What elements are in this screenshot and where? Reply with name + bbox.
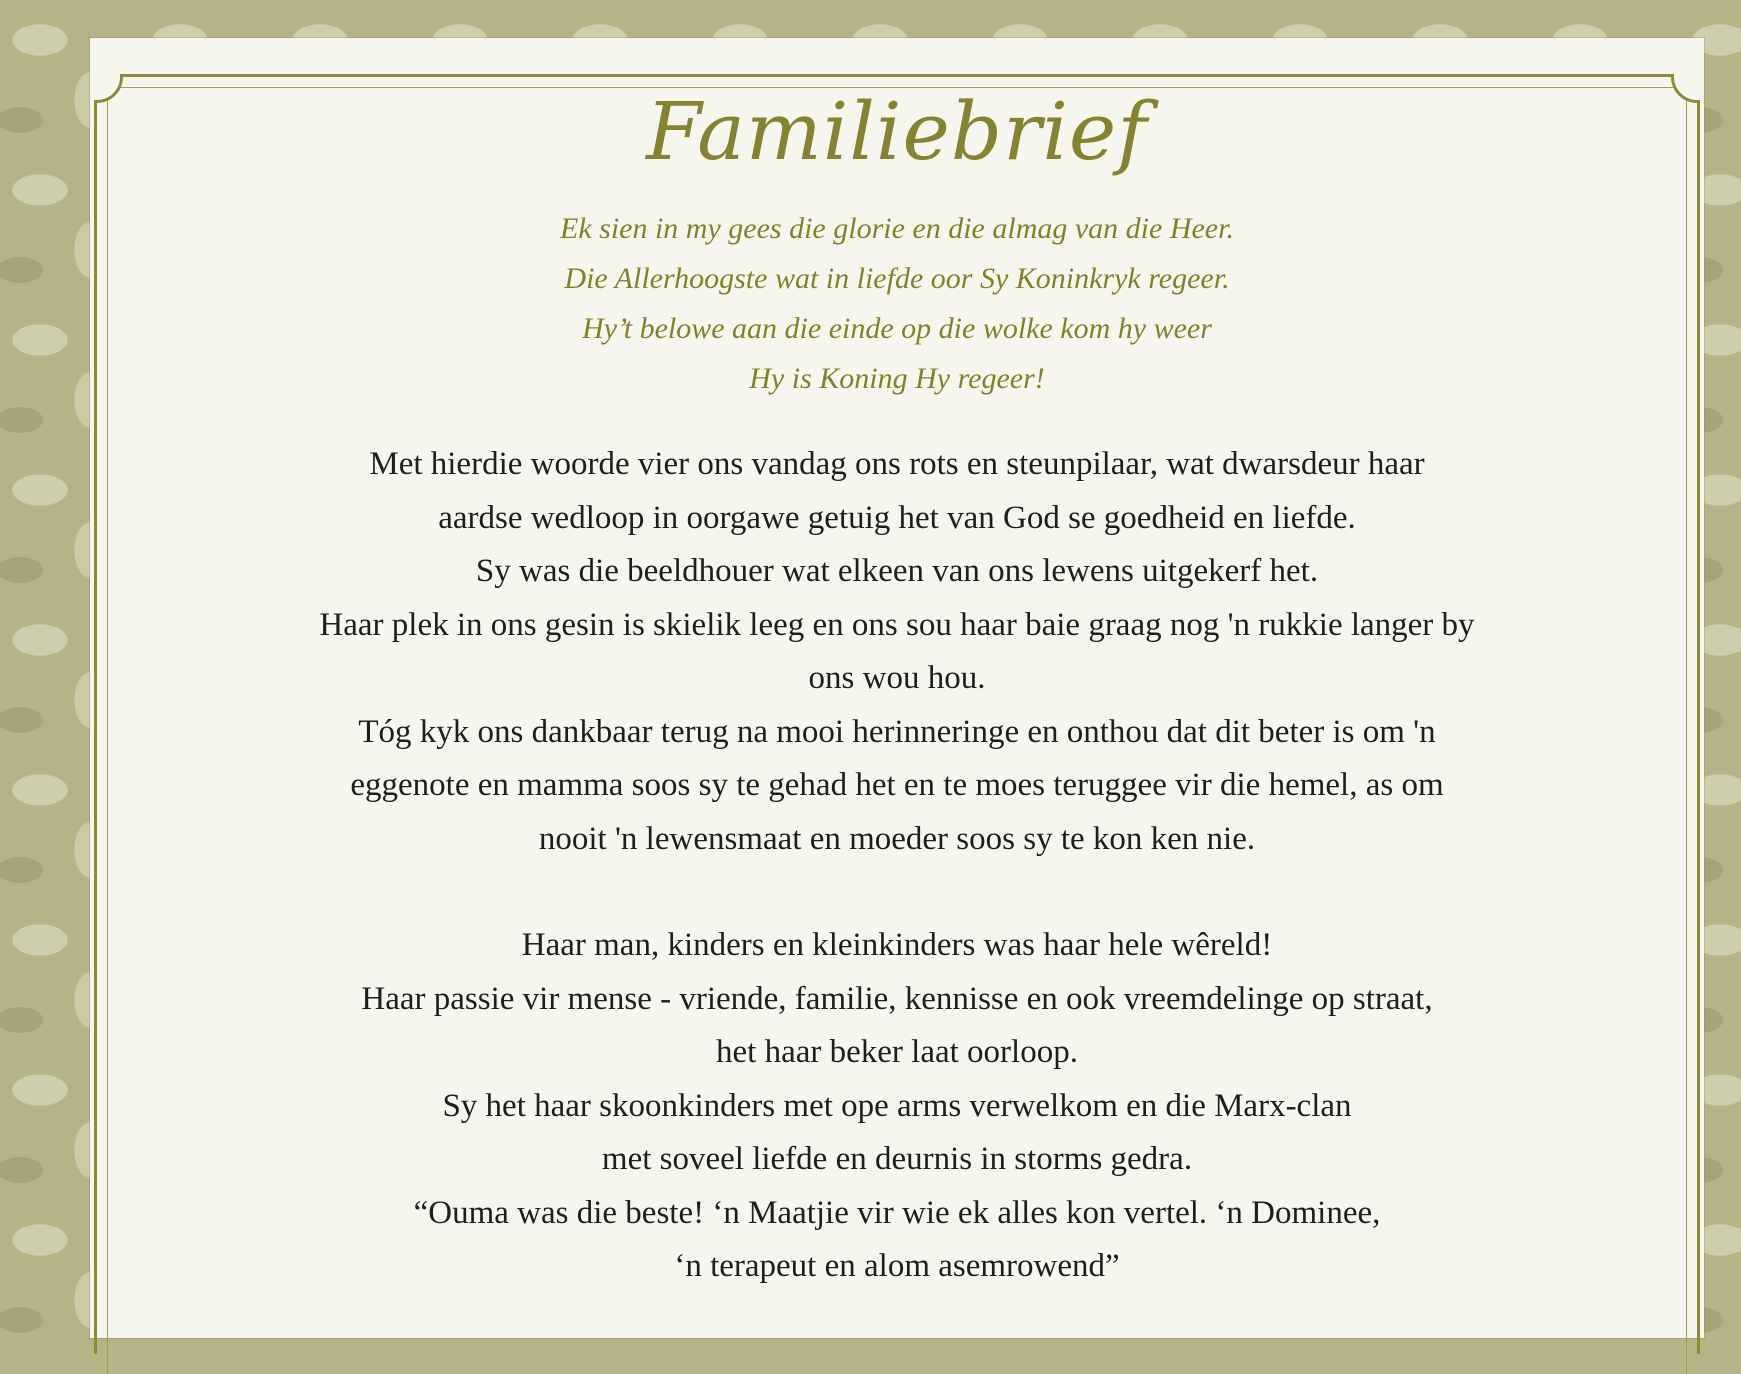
verse-line: Die Allerhoogste wat in liefde oor Sy Koninkryk regeer.: [564, 262, 1230, 295]
body-line: Haar passie vir mense - vriende, familie, kennisse en ook vreemdelinge op straat,: [361, 980, 1433, 1017]
verse-line: Hy’t belowe aan die einde op die wolke kom hy weer: [582, 312, 1212, 345]
body-line: Haar man, kinders en kleinkinders was haar hele wêreld!: [521, 927, 1273, 963]
page-title: Familiebrief: [646, 85, 1148, 178]
body-line: Tóg kyk ons dankbaar terug na mooi herinneringe en onthou dat dit beter is om 'n: [358, 713, 1436, 750]
body-line: Sy het haar skoonkinders met ope arms verwelkom en die Marx-clan: [442, 1087, 1352, 1124]
letter-content: [90, 38, 1704, 1294]
body-line: met soveel liefde en deurnis in storms gedra.: [601, 1141, 1193, 1177]
body-line: “Ouma was die beste! ‘n Maatjie vir wie ek alles kon vertel. ‘n Dominee,: [413, 1194, 1381, 1231]
body-line: ons wou hou.: [808, 660, 986, 696]
body-line: ‘n terapeut en alom asemrowend”: [674, 1248, 1120, 1284]
body-line: aardse wedloop in oorgawe getuig het van God se goedheid en liefde.: [438, 499, 1356, 536]
body-line: eggenote en mamma soos sy te gehad het en te moes teruggee vir die hemel, as om: [350, 767, 1444, 803]
body-line: nooit 'n lewensmaat en moeder soos sy te kon ken nie.: [538, 820, 1256, 857]
body-line: het haar beker laat oorloop.: [716, 1034, 1078, 1070]
letter-body: [90, 438, 1704, 1294]
verse-line: Hy is Koning Hy regeer!: [749, 362, 1045, 395]
body-line: Met hierdie woorde vier ons vandag ons rots en steunpilaar, wat dwarsdeur haar: [369, 446, 1425, 482]
memorial-card: [90, 38, 1704, 1338]
verse-block: [90, 204, 1704, 404]
body-line: Haar plek in ons gesin is skielik leeg en ons sou haar baie graag nog 'n rukkie langer by: [319, 606, 1475, 643]
paragraph-spacer: [90, 866, 1704, 919]
body-line: Sy was die beeldhouer wat elkeen van ons lewens uitgekerf het.: [475, 553, 1319, 589]
verse-line: Ek sien in my gees die glorie en die almag van die Heer.: [560, 212, 1234, 245]
